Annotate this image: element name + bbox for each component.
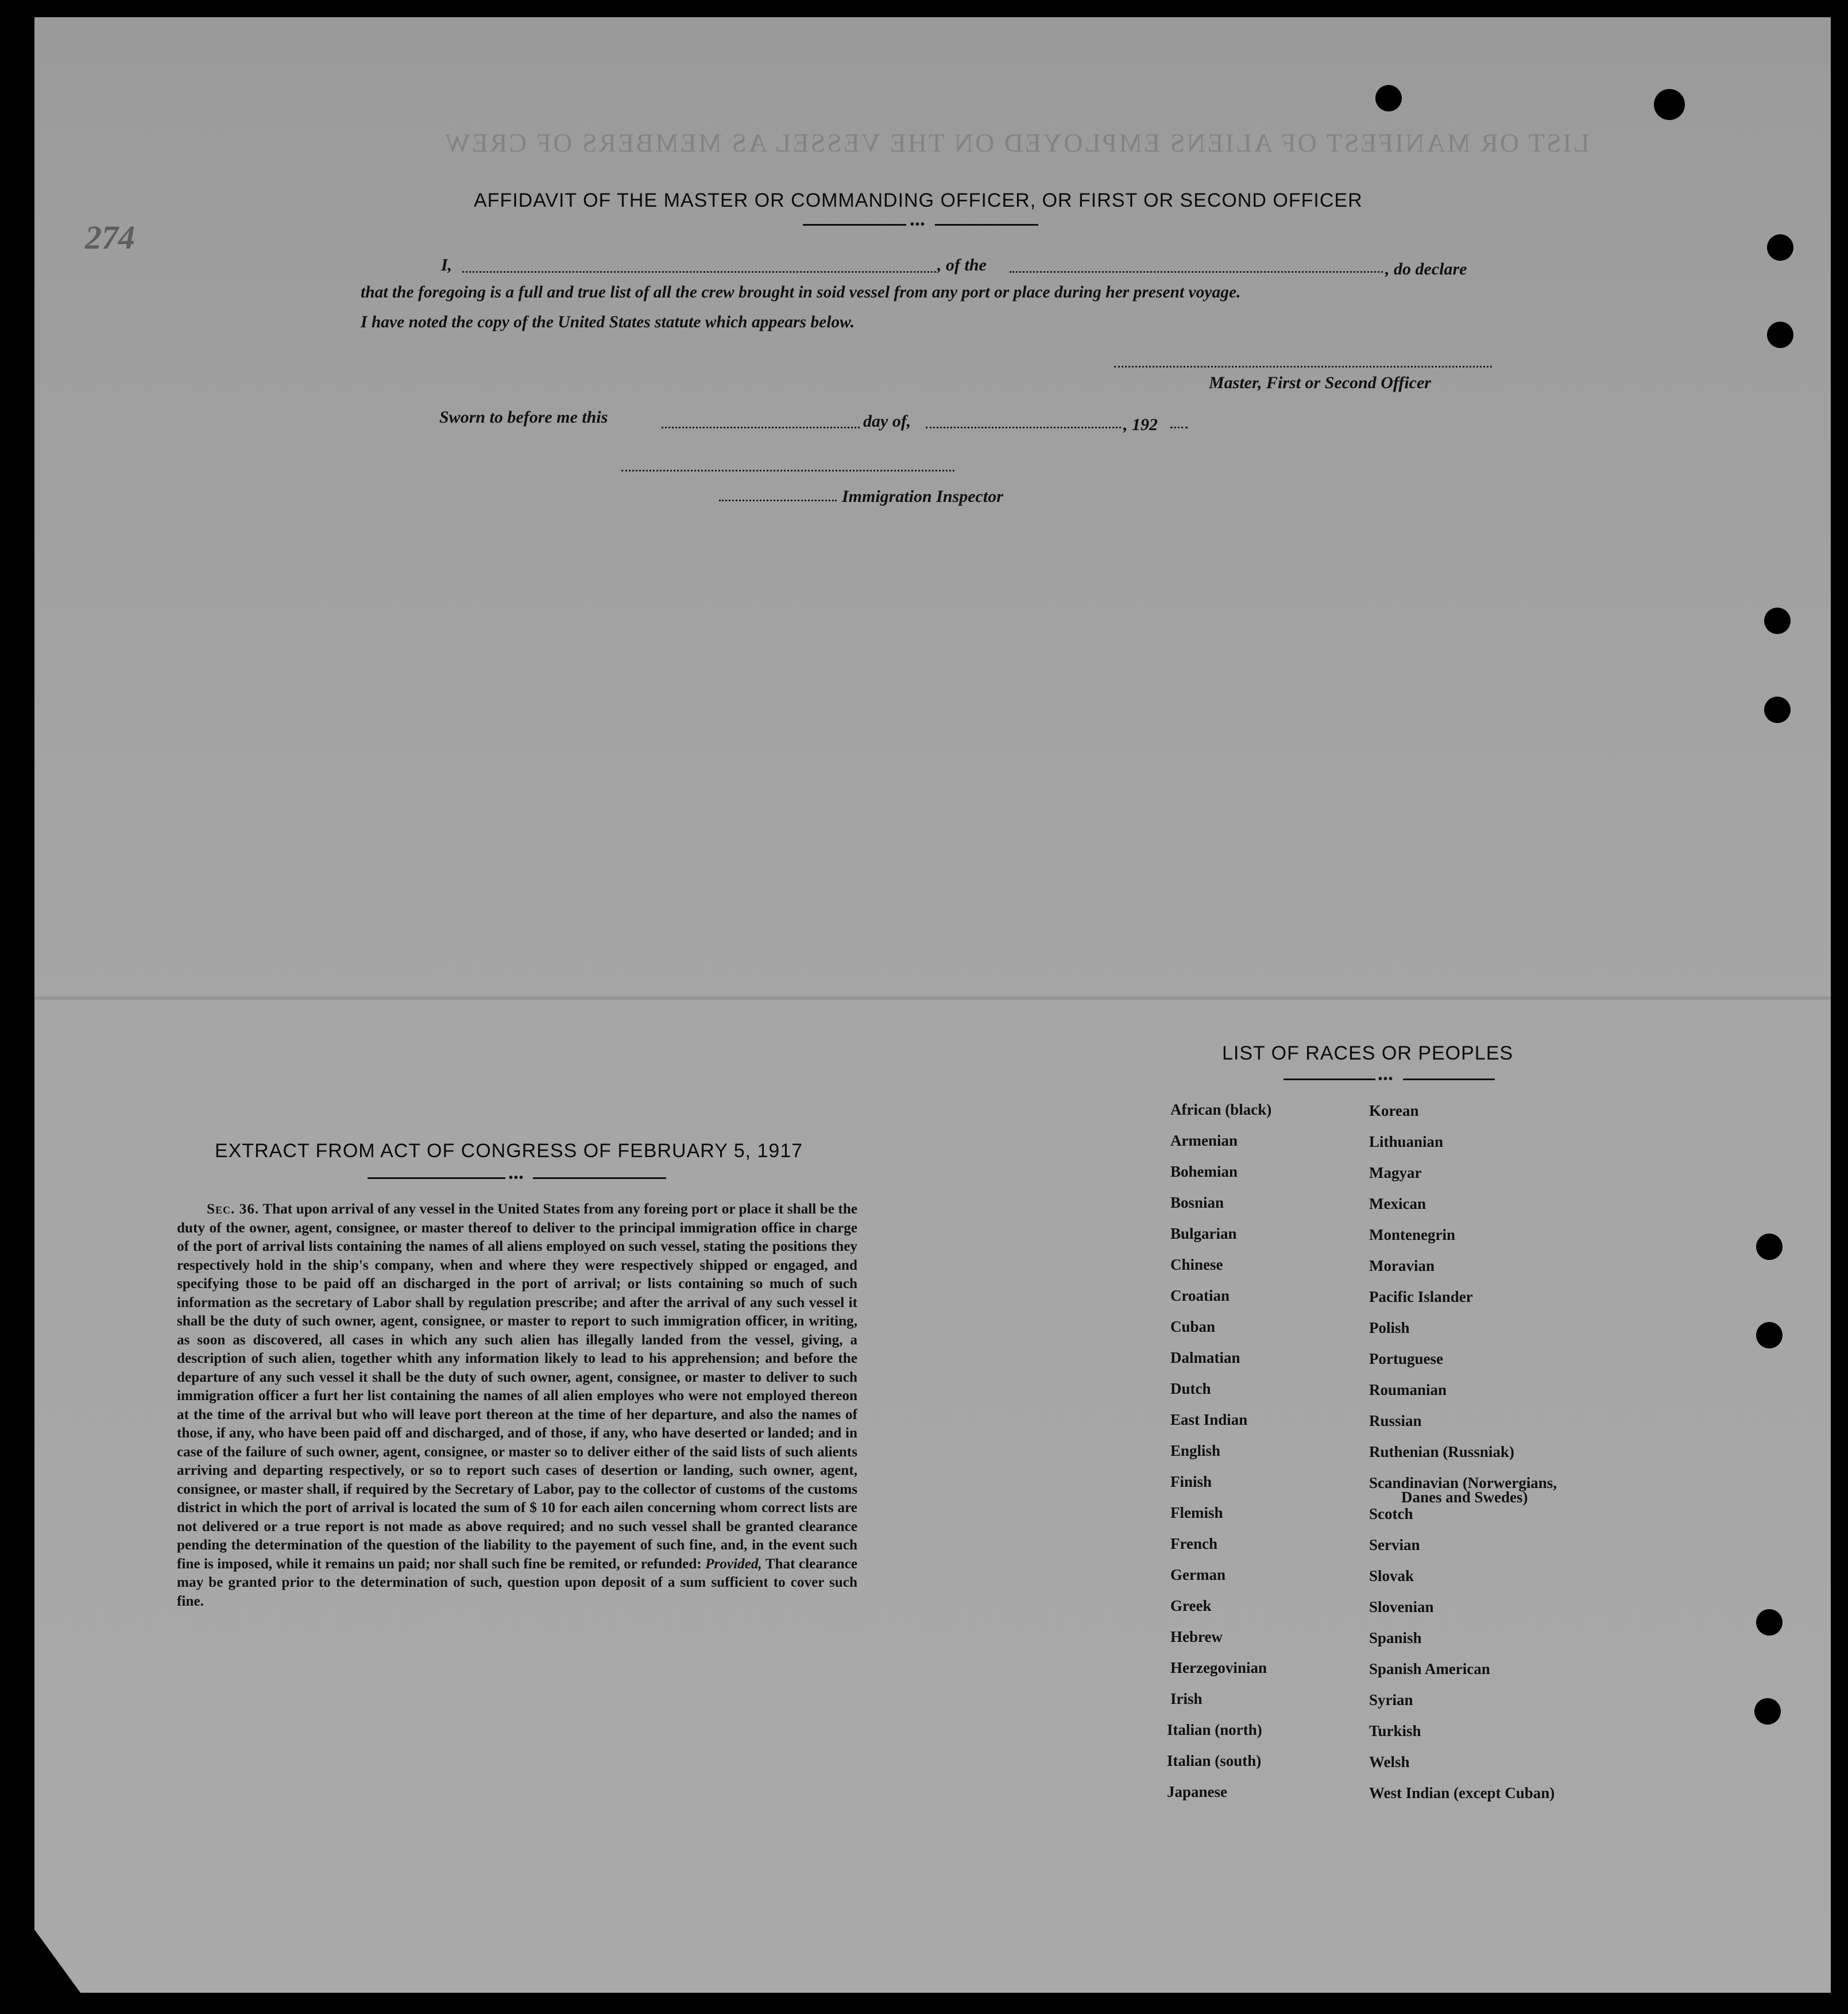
affidavit-heading: AFFIDAVIT OF THE MASTER OR COMMANDING OFFICER, OR FIRST OR SECOND OFFICER	[474, 190, 1363, 211]
race-item: Korean	[1369, 1102, 1419, 1119]
race-item: Welsh	[1369, 1753, 1410, 1771]
statute-body-end: That clearance may be granted prior to the determination of such, question upon deposit of a sum sufficient to cover such fine.	[177, 1556, 857, 1609]
race-item: Ruthenian (Russniak)	[1369, 1443, 1514, 1460]
heading-rule	[1283, 1078, 1375, 1080]
inspector-signature-field[interactable]	[621, 470, 954, 471]
extract-heading: EXTRACT FROM ACT OF CONGRESS OF FEBRUARY 5, 1917	[215, 1140, 803, 1162]
race-item: Roumanian	[1369, 1381, 1447, 1398]
race-item: Danes and Swedes)	[1401, 1489, 1528, 1506]
race-item: Italian (north)	[1167, 1721, 1262, 1738]
punch-hole	[1767, 322, 1793, 348]
race-item: Finish	[1170, 1473, 1212, 1490]
heading-rule	[935, 224, 1038, 226]
section-label: Sec. 36.	[207, 1201, 260, 1217]
race-item: Chinese	[1170, 1256, 1223, 1273]
race-item: Hebrew	[1170, 1628, 1223, 1645]
race-item: Syrian	[1369, 1691, 1413, 1708]
statute-text	[177, 1200, 857, 1611]
race-item: Lithuanian	[1369, 1133, 1444, 1150]
race-item: Slovenian	[1369, 1598, 1434, 1615]
declarant-name-field[interactable]	[462, 271, 936, 273]
race-item: Flemish	[1170, 1504, 1223, 1521]
race-item: Armenian	[1170, 1132, 1238, 1149]
race-item: Mexican	[1369, 1195, 1426, 1212]
race-item: Turkish	[1369, 1722, 1421, 1739]
race-item: Irish	[1170, 1690, 1203, 1707]
race-item: Bulgarian	[1170, 1225, 1237, 1242]
punch-hole	[1767, 234, 1793, 261]
race-item: Servian	[1369, 1536, 1420, 1553]
heading-ornament: •••	[910, 218, 926, 231]
punch-hole	[1764, 608, 1791, 634]
bleed-through-page-number: 274	[85, 219, 135, 256]
affidavit-i: I,	[441, 256, 453, 275]
punch-hole	[1756, 1609, 1783, 1636]
race-item: Herzegovinian	[1170, 1659, 1267, 1676]
sworn-day-field[interactable]	[662, 427, 860, 428]
provided-word: Provided,	[705, 1556, 762, 1572]
sworn-prefix: Sworn to before me this	[439, 408, 608, 427]
heading-rule	[803, 224, 906, 226]
races-heading: LIST OF RACES OR PEOPLES	[1222, 1042, 1514, 1064]
punch-hole	[1654, 89, 1685, 120]
sworn-day-label: day of,	[863, 412, 911, 431]
race-item: Scotch	[1369, 1505, 1413, 1522]
race-item: English	[1170, 1442, 1221, 1459]
affidavit-declare: , do declare	[1385, 260, 1467, 279]
race-item: Spanish	[1369, 1629, 1422, 1646]
race-item: Italian (south)	[1167, 1752, 1262, 1769]
sworn-year-field[interactable]	[1170, 427, 1188, 428]
race-item: East Indian	[1170, 1411, 1248, 1428]
race-item: Spanish American	[1369, 1660, 1490, 1677]
race-item: Slovak	[1369, 1567, 1414, 1584]
statute-body: That upon arrival of any vessel in the United States from any foreing port or place it shall be the duty of the owner, agent, consignee, or master thereof to deliver to the principal immigration office in charge of the port of arrival lists containing the names of all aliens employed on such vessel, stating the positions they respectively hold in the ship's company, when and where they were respectively shipped or engaged, and specifying those to be paid off an discharged in the port of arrival; or lists containing so much of such information as the secretary of Labor shall by regulation prescribe; and after the arrival of any such vessel it shall be the duty of such owner, agent, consignee, or master to report to such immigration officer, in writing, as soon as discovered, all cases in which any such alien has illegally landed from the vessel, giving, a description of such alien, together whith any information likely to lead to his apprehension; and before the departure of any such vessel it shall be the duty of such owner, agent, consignee, or master to deliver to such immigration officer a furt her list containing the names of all alien employes who were not employed thereon at the time of the arrival but who will leave port thereon at the time of her departure, and also the names of those, if any, who have been paid off and discharged, and of those, if any, who have deserted or landed; and in case of the failure of such owner, agent, consignee, or master so to deliver either of the said lists of such alients arriving and departing respectively, or so to report such cases of desertion or landing, such owner, agent, consignee, or master shall, if required by the Secretary of Labor, pay to the collector of customs of the customs district in which the port of arrival is located the sum of $ 10 for each ailen concerning whom correct lists are not delivered or a true report is not made as above required; and no such vessel shall be granted clearance pending the determination of the question of the liability to the payement of such fine, and, in the event such fine is imposed, while it remains un paid; nor shall such fine be remited, or refunded:	[177, 1201, 858, 1572]
race-item: West Indian (except Cuban)	[1369, 1784, 1555, 1802]
sworn-month-field[interactable]	[926, 427, 1121, 428]
punch-hole	[1764, 697, 1791, 723]
race-item: Dalmatian	[1170, 1349, 1240, 1366]
heading-ornament: •••	[509, 1172, 525, 1184]
heading-ornament: •••	[1378, 1073, 1394, 1085]
race-item: Scandinavian (Norwergians,	[1369, 1474, 1557, 1491]
heading-rule	[533, 1177, 666, 1179]
punch-hole	[1756, 1322, 1783, 1348]
affidavit-of-the: , of the	[937, 256, 987, 275]
race-item: Russian	[1369, 1412, 1422, 1429]
sworn-year: , 192	[1123, 415, 1158, 434]
punch-hole	[1756, 1234, 1783, 1260]
heading-rule	[368, 1177, 505, 1179]
race-item: Moravian	[1369, 1257, 1435, 1274]
race-item: Dutch	[1170, 1380, 1211, 1397]
race-item: Cuban	[1170, 1318, 1216, 1335]
affidavit-line-2: that the foregoing is a full and true list of all the crew brought in soid vessel from any port or place during her present voyage.	[361, 283, 1241, 301]
race-item: Polish	[1369, 1319, 1410, 1336]
bleed-through-title: LIST OR MANIFEST OF ALIENS EMPLOYED ON THE VESSEL AS MEMBERS OF CREW	[443, 128, 1590, 157]
race-item: Bosnian	[1170, 1194, 1224, 1211]
race-item: French	[1170, 1535, 1217, 1552]
race-item: Japanese	[1167, 1783, 1228, 1800]
punch-hole	[1754, 1698, 1781, 1725]
inspector-name-field[interactable]	[719, 500, 837, 501]
document-sheet	[34, 17, 1831, 1993]
race-item: Montenegrin	[1369, 1226, 1455, 1243]
race-item: Pacific Islander	[1369, 1288, 1473, 1305]
race-item: Bohemian	[1170, 1163, 1238, 1180]
race-item: African (black)	[1170, 1101, 1272, 1118]
race-item: German	[1170, 1566, 1225, 1583]
punch-hole	[1375, 85, 1402, 111]
inspector-label: Immigration Inspector	[842, 487, 1003, 506]
race-item: Greek	[1170, 1597, 1212, 1614]
vessel-name-field[interactable]	[1010, 271, 1383, 273]
fold-crease	[34, 996, 1831, 1000]
officer-signature-field[interactable]	[1114, 366, 1492, 368]
race-item: Portuguese	[1369, 1350, 1443, 1367]
officer-signature-label: Master, First or Second Officer	[1209, 373, 1431, 392]
race-item: Magyar	[1369, 1164, 1422, 1181]
race-item: Croatian	[1170, 1287, 1230, 1304]
heading-rule	[1403, 1078, 1495, 1080]
affidavit-line-3: I have noted the copy of the United States statute which appears below.	[361, 313, 855, 331]
